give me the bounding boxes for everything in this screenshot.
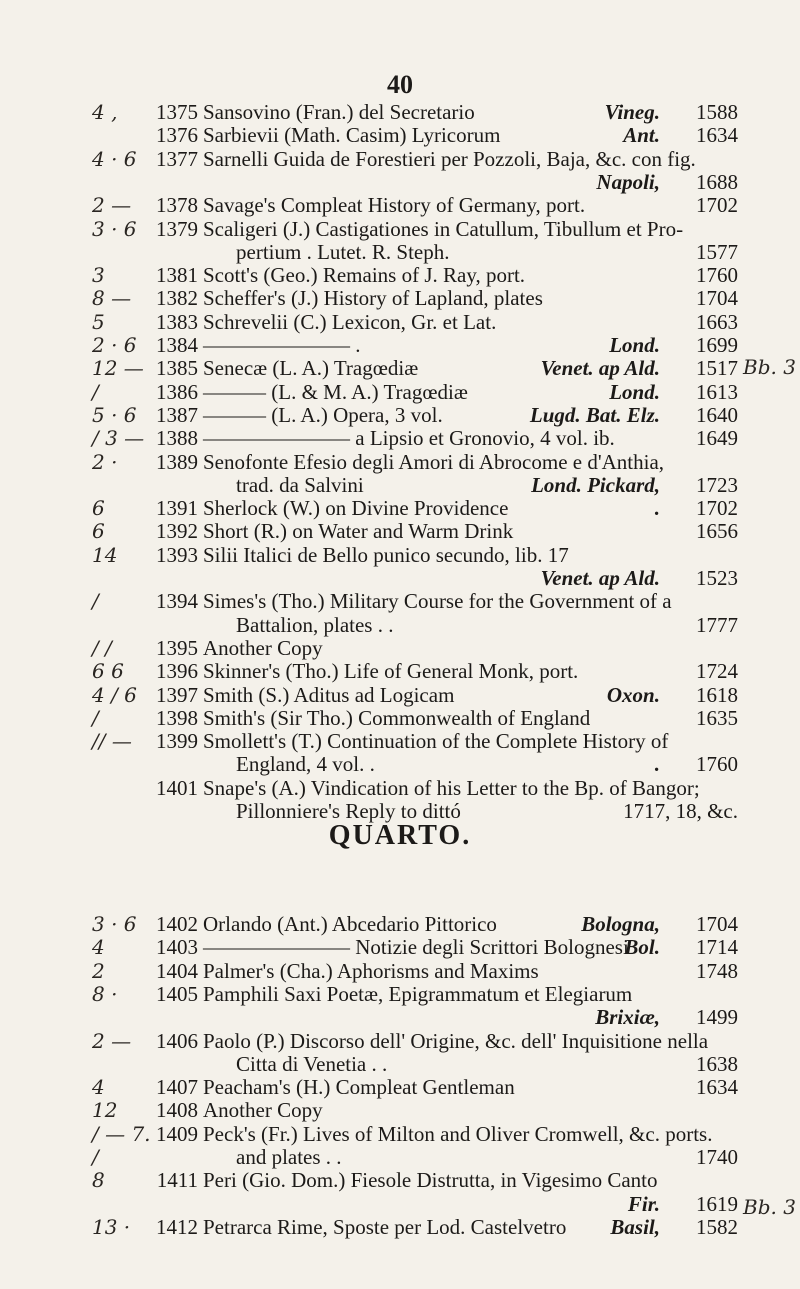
entry-title: Citta di Venetia . .: [236, 1051, 388, 1076]
handwritten-price: 2 ·: [92, 449, 118, 474]
handwritten-price: 3: [92, 263, 105, 288]
handwritten-price: 4 · 6: [92, 146, 137, 171]
handwritten-price: 4: [92, 935, 105, 960]
entry-place: Basil,: [610, 1214, 660, 1239]
entry-title: Scaligeri (J.) Castigationes in Catullum, Tibullum et Pro-: [203, 216, 684, 241]
handwritten-price: 5: [92, 309, 105, 334]
lot-number: 1393: [156, 542, 198, 567]
lot-number: 1394: [156, 589, 198, 614]
entry-year: 1517: [696, 356, 738, 381]
handwritten-price: 12: [92, 1098, 118, 1123]
entry-title: Palmer's (Cha.) Aphorisms and Maxims: [203, 958, 539, 983]
entry-place: Lond.: [609, 379, 660, 404]
handwritten-price: 12 —: [92, 356, 144, 381]
entry-year: 1663: [696, 309, 738, 334]
handwritten-price: // —: [92, 729, 132, 754]
lot-number: 1399: [156, 729, 198, 754]
entry-title: Senecæ (L. A.) Tragœdiæ: [203, 356, 419, 381]
handwritten-price: 3 · 6: [92, 912, 137, 936]
margin-note: Bb. 3: [743, 1195, 796, 1219]
handwritten-price: 6: [92, 519, 105, 544]
lot-number: 1404: [156, 958, 198, 983]
entry-title: Sansovino (Fran.) del Secretario: [203, 100, 475, 124]
lot-number: 1396: [156, 659, 198, 684]
entry-title: ——————— .: [203, 333, 361, 357]
entry-year: 1760: [696, 752, 738, 777]
entry-year: 1740: [696, 1145, 738, 1169]
entry-year: 1618: [696, 682, 738, 707]
entry-title: Snape's (A.) Vindication of his Letter to the Bp. of Bangor;: [203, 775, 700, 800]
lot-number: 1409: [156, 1121, 198, 1146]
entry-year: 1499: [696, 1005, 738, 1030]
entry-year: 1638: [696, 1051, 738, 1076]
entry-year: 1704: [696, 286, 738, 311]
entry-title: ——— (L. & M. A.) Tragœdiæ: [203, 379, 468, 404]
entry-title: Skinner's (Tho.) Life of General Monk, port.: [203, 659, 579, 684]
entry-year: 1613: [696, 379, 738, 404]
entry-year: 1634: [696, 123, 738, 148]
entry-place: .: [654, 752, 660, 777]
entry-title: Smollett's (T.) Continuation of the Complete History of: [203, 729, 669, 754]
entry-title: Peck's (Fr.) Lives of Milton and Oliver Cromwell, &c. ports.: [203, 1121, 713, 1146]
entry-place: Napoli,: [596, 169, 660, 194]
lot-number: 1403: [156, 935, 198, 960]
entry-place: Lugd. Bat. Elz.: [529, 402, 660, 427]
entry-place: Venet. ap Ald.: [540, 566, 660, 590]
lot-number: 1377: [156, 146, 198, 171]
handwritten-price: /: [92, 379, 99, 404]
entry-title: Scott's (Geo.) Remains of J. Ray, port.: [203, 263, 526, 288]
handwritten-price: /: [92, 1145, 99, 1169]
entry-year: 1588: [696, 100, 738, 124]
entry-title: Pamphili Saxi Poetæ, Epigrammatum et Elegiarum: [203, 981, 633, 1006]
handwritten-price: 8 —: [92, 286, 132, 311]
entry-year: 1717, 18, &c.: [623, 799, 738, 823]
handwritten-price: /: [92, 705, 99, 730]
entry-title: England, 4 vol. .: [236, 752, 375, 777]
lot-number: 1376: [156, 123, 198, 148]
entry-title: Senofonte Efesio degli Amori di Abrocome e d'Anthia,: [203, 449, 665, 474]
handwritten-price: 13 ·: [92, 1214, 131, 1239]
lot-number: 1378: [156, 193, 198, 218]
lot-number: 1405: [156, 981, 198, 1006]
lot-number: 1408: [156, 1098, 198, 1123]
handwritten-price: / — 7.: [92, 1121, 151, 1146]
handwritten-price: 2 —: [92, 193, 132, 218]
entry-year: 1523: [696, 566, 738, 590]
entry-place: Bologna,: [581, 912, 660, 936]
entry-year: 1640: [696, 402, 738, 427]
entry-year: 1635: [696, 705, 738, 730]
entry-title: Peacham's (H.) Compleat Gentleman: [203, 1075, 515, 1100]
entry-title: Smith's (Sir Tho.) Commonwealth of England: [203, 705, 591, 730]
entry-place: Fir.: [627, 1191, 660, 1216]
lot-number: 1383: [156, 309, 198, 334]
entry-title: Scheffer's (J.) History of Lapland, plates: [203, 286, 543, 311]
entry-year: 1723: [696, 472, 738, 497]
lot-number: 1401: [156, 775, 198, 800]
handwritten-price: 5 · 6: [92, 402, 137, 427]
entry-title: Another Copy: [203, 1098, 323, 1123]
entry-title: Silii Italici de Bello punico secundo, lib. 17: [203, 542, 569, 567]
entry-title: Battalion, plates . .: [236, 612, 394, 637]
entry-year: 1777: [696, 612, 738, 637]
entry-year: 1634: [696, 1075, 738, 1100]
handwritten-price: 14: [92, 542, 118, 567]
entry-place: Oxon.: [606, 682, 660, 707]
section-title: QUARTO.: [328, 820, 472, 851]
entry-year: 1760: [696, 263, 738, 288]
entry-title: ——— (L. A.) Opera, 3 vol.: [203, 402, 443, 427]
lot-number: 1402: [156, 912, 198, 936]
lot-number: 1412: [156, 1214, 198, 1239]
entry-place: Lond.: [609, 333, 660, 357]
entry-place: Ant.: [623, 123, 660, 148]
entry-title: Smith (S.) Aditus ad Logicam: [203, 682, 455, 707]
entry-title: Another Copy: [203, 635, 323, 660]
margin-note: Bb. 3: [743, 355, 796, 379]
lot-number: 1397: [156, 682, 198, 707]
entry-place: Vineg.: [604, 100, 660, 124]
entry-year: 1619: [696, 1191, 738, 1216]
page-number: 40: [387, 70, 413, 99]
entry-place: .: [654, 496, 660, 521]
lot-number: 1386: [156, 379, 198, 404]
entry-place: Bol.: [624, 935, 660, 960]
entry-title: ——————— Notizie degli Scrittori Bolognesi: [203, 935, 629, 960]
entry-title: Petrarca Rime, Sposte per Lod. Castelvetro: [203, 1214, 567, 1239]
handwritten-price: 8 ·: [92, 981, 118, 1006]
handwritten-price: / /: [92, 635, 112, 660]
handwritten-price: 3 · 6: [92, 216, 137, 241]
entry-year: 1702: [696, 193, 738, 218]
entry-year: 1577: [696, 239, 738, 264]
entry-title: Peri (Gio. Dom.) Fiesole Distrutta, in Vigesimo Canto: [203, 1168, 658, 1193]
handwritten-price: 2 · 6: [92, 333, 137, 357]
lot-number: 1398: [156, 705, 198, 730]
lot-number: 1407: [156, 1075, 198, 1100]
lot-number: 1392: [156, 519, 198, 544]
entry-title: pertium . Lutet. R. Steph.: [236, 239, 450, 264]
lot-number: 1379: [156, 216, 198, 241]
lot-number: 1395: [156, 635, 198, 660]
handwritten-price: 4 ,: [92, 100, 118, 124]
entry-title: Schrevelii (C.) Lexicon, Gr. et Lat.: [203, 309, 497, 334]
entry-title: ——————— a Lipsio et Gronovio, 4 vol. ib.: [203, 426, 615, 451]
handwritten-price: 2 —: [92, 1028, 132, 1053]
entry-year: 1649: [696, 426, 738, 451]
lot-number: 1388: [156, 426, 198, 451]
handwritten-price: 4 / 6: [92, 682, 137, 707]
lot-number: 1384: [156, 333, 198, 357]
entry-title: Sherlock (W.) on Divine Providence: [203, 496, 509, 521]
entry-title: Orlando (Ant.) Abcedario Pittorico: [203, 912, 497, 936]
entry-year: 1704: [696, 912, 738, 936]
handwritten-price: 8: [92, 1168, 105, 1193]
entry-title: Paolo (P.) Discorso dell' Origine, &c. dell' Inquisitione nella: [203, 1028, 709, 1053]
entry-year: 1714: [696, 935, 738, 960]
entry-year: 1688: [696, 169, 738, 194]
entry-title: Short (R.) on Water and Warm Drink: [203, 519, 514, 544]
entry-title: Sarnelli Guida de Forestieri per Pozzoli, Baja, &c. con fig.: [203, 146, 696, 171]
entry-year: 1582: [696, 1214, 738, 1239]
lot-number: 1391: [156, 496, 198, 521]
lot-number: 1375: [156, 100, 198, 124]
lot-number: 1389: [156, 449, 198, 474]
entry-title: trad. da Salvini: [236, 472, 364, 497]
handwritten-price: 4: [92, 1075, 105, 1100]
entry-title: Sarbievii (Math. Casim) Lyricorum: [203, 123, 501, 148]
lot-number: 1387: [156, 402, 198, 427]
handwritten-price: 2: [92, 958, 105, 983]
handwritten-price: / 3 —: [92, 426, 145, 451]
entry-title: and plates . .: [236, 1145, 342, 1169]
entry-title: Simes's (Tho.) Military Course for the Government of a: [203, 589, 672, 614]
entry-title: Pillonniere's Reply to dittó: [236, 799, 461, 823]
entry-title: Savage's Compleat History of Germany, port.: [203, 193, 586, 218]
lot-number: 1411: [156, 1168, 198, 1193]
lot-number: 1385: [156, 356, 198, 381]
entry-year: 1702: [696, 496, 738, 521]
lot-number: 1381: [156, 263, 198, 288]
entry-year: 1748: [696, 958, 738, 983]
handwritten-price: 6: [92, 496, 105, 521]
entry-place: Brixiæ,: [595, 1005, 660, 1030]
handwritten-price: 6 6: [92, 659, 124, 684]
handwritten-price: /: [92, 589, 99, 614]
entry-year: 1699: [696, 333, 738, 357]
entry-place: Lond. Pickard,: [531, 472, 660, 497]
lot-number: 1382: [156, 286, 198, 311]
entry-year: 1724: [696, 659, 738, 684]
entry-place: Venet. ap Ald.: [540, 356, 660, 381]
entry-year: 1656: [696, 519, 738, 544]
lot-number: 1406: [156, 1028, 198, 1053]
